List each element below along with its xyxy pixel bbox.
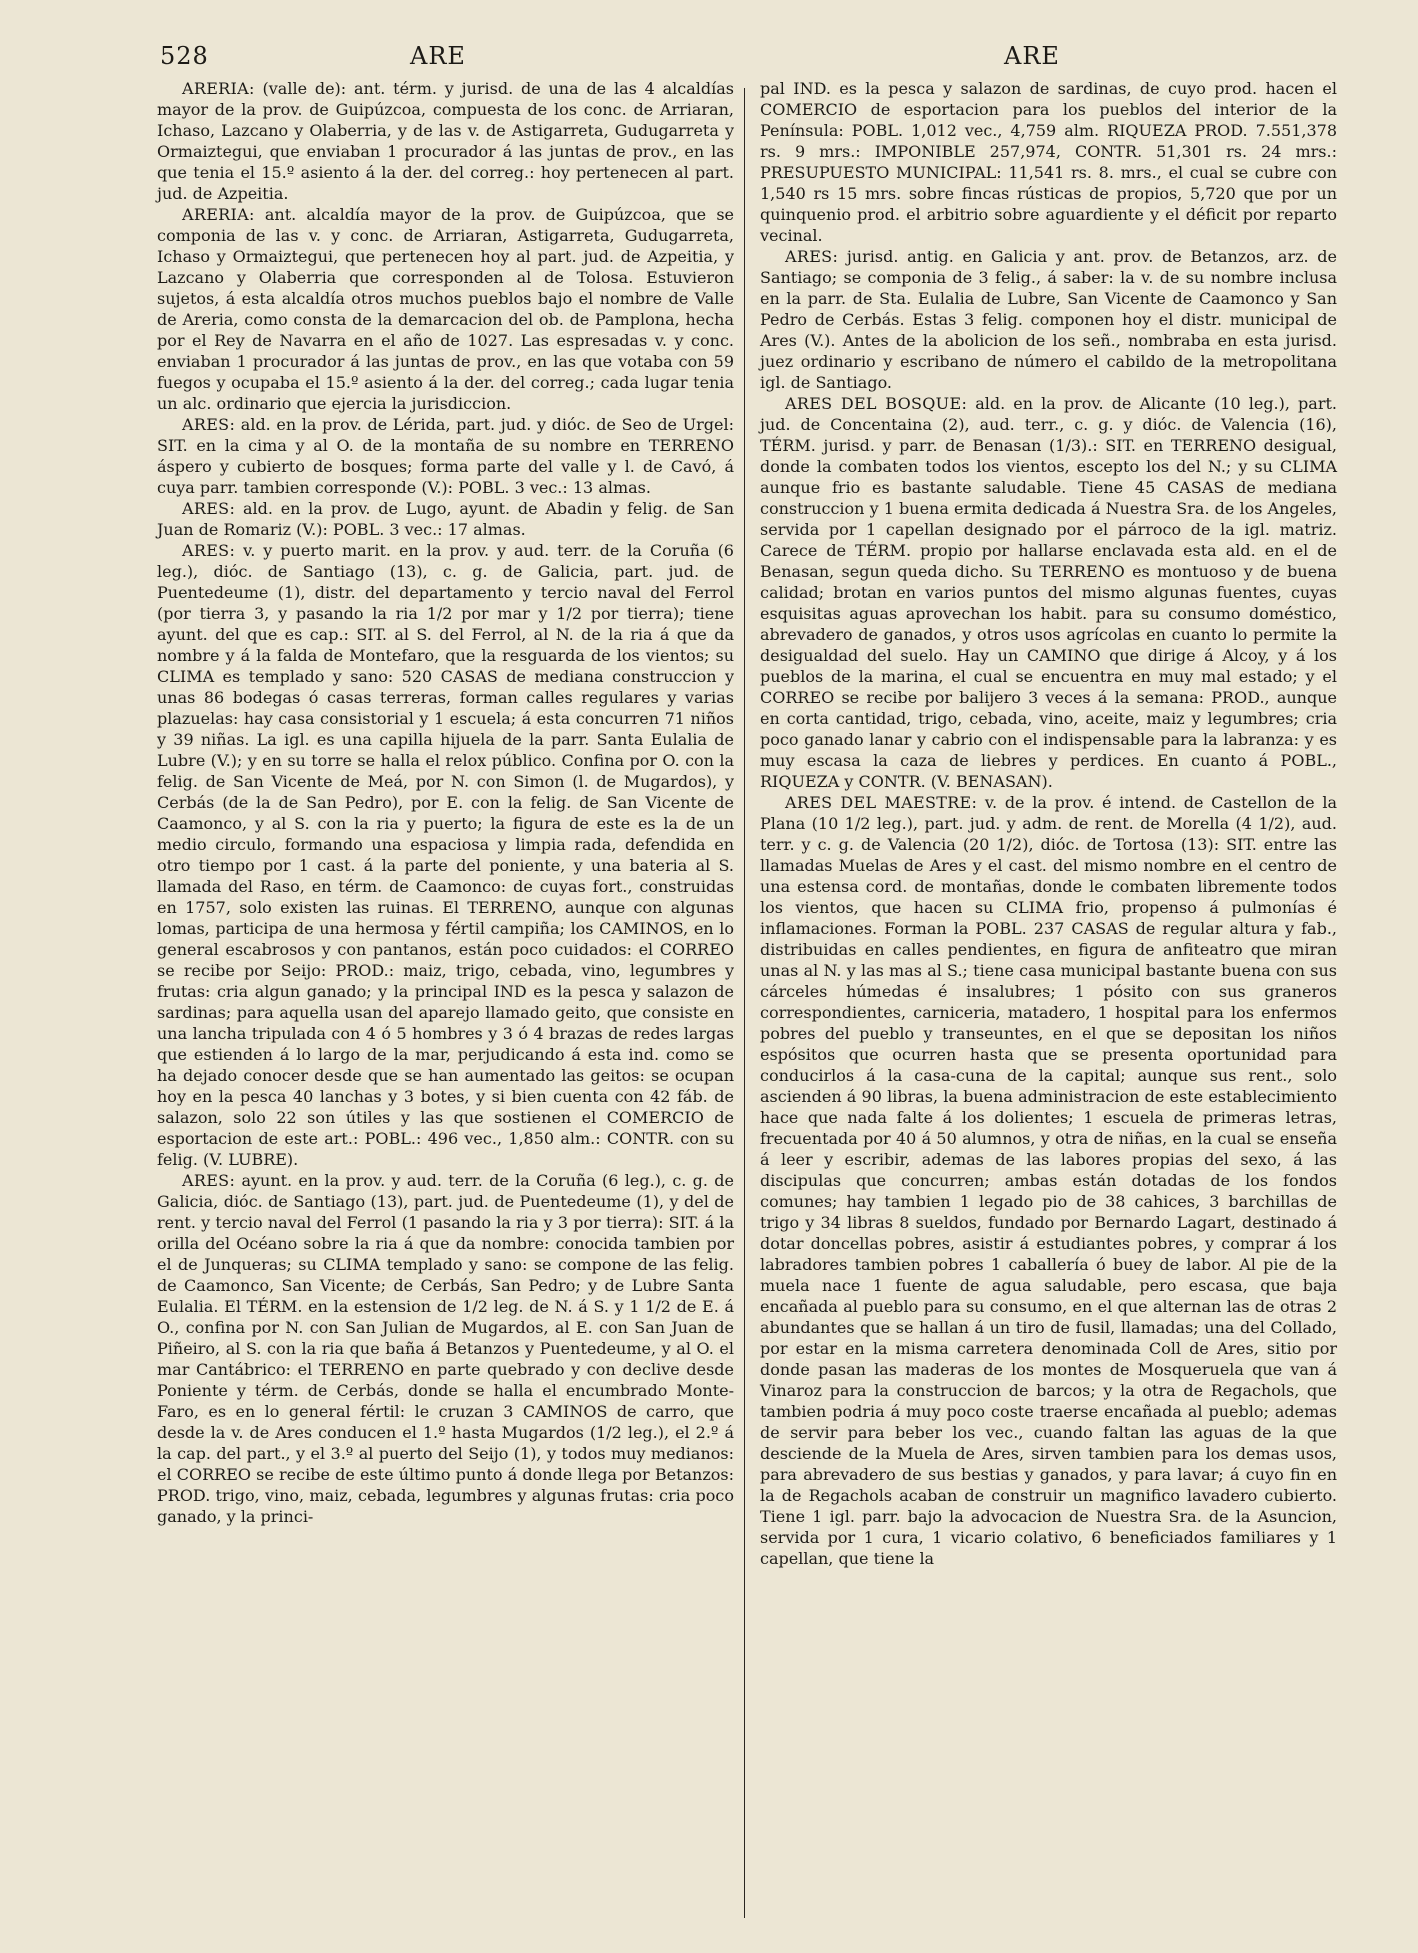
entry-headword: ARES DEL BOSQUE: — [785, 394, 968, 413]
entry-text: pal IND. es la pesca y salazon de sardinas, de cuyo prod. hacen el COMERCIO de esportacion para los pueblos del interior de la Península: POBL. 1,012 vec., 4,759 alm. RIQUEZA PROD. 7.551,378 rs. 9 mrs.: IMPONIBLE 257,974, CONTR. 51,301 rs. 24 mrs.: PRESUPUESTO MUNICIPAL: 11,541 rs. 8. mrs., el cual se cubre con 1,540 rs 15 mrs. sobre fincas rústicas de propios, 5,720 que por un quinquenio prod. el arbitrio sobre aguardiente y el déficit por reparto vecinal. — [760, 79, 1337, 245]
entry-text: ant. alcaldía mayor de la prov. de Guipúzcoa, que se componia de las v. y conc. de Arriaran, Astigarreta, Gudugarreta, Ichaso y Ormaiztegui, que pertenecen hoy al part. jud. de Azpeitia, y Lazcano y Olaberria que corresponden al de Tolosa. Estuvieron sujetos, á esta alcaldía otros muchos pueblos bajo el nombre de Valle de Areria, como consta de la demarcacion del ob. de Pamplona, hecha por el Rey de Navarra en el año de 1027. Las espresadas v. y conc. enviaban 1 procurador á las juntas de prov., en las que votaba con 59 fuegos y ocupaba el 15.º asiento á la der. del correg.; cada lugar tenia un alc. ordinario que ejercia la jurisdiccion. — [157, 205, 734, 413]
entry-areria-alcaldia — [157, 204, 734, 414]
entry-headword: ARES: — [182, 415, 236, 434]
page-number: 528 — [160, 42, 209, 70]
entry-text: ald. en la prov. de Lérida, part. jud. y dióc. de Seo de Urgel: SIT. en la cima y al O. de la montaña de su nombre en TERRENO áspero y cubierto de bosques; forma parte del valle y l. de Cavó, á cuya parr. tambien corresponde (V.): POBL. 3 vec.: 13 almas. — [157, 415, 735, 497]
entry-text: jurisd. antig. en Galicia y ant. prov. de Betanzos, arz. de Santiago; se componia de 3 felig., á saber: la v. de su nombre inclusa en la parr. de Sta. Eulalia de Lubre, San Vicente de Caamonco y San Pedro de Cerbás. Estas 3 felig. componen hoy el distr. municipal de Ares (V.). Antes de la abolicion de los señ., nombraba en esta jurisd. juez ordinario y escribano de número el cabildo de la metropolitana igl. de Santiago. — [760, 247, 1337, 392]
entry-headword: ARES: — [182, 1171, 236, 1190]
entry-ares-villa — [157, 540, 734, 1170]
entry-ares-del-bosque — [760, 393, 1337, 792]
right-column — [760, 78, 1337, 1569]
entry-headword: ARES DEL MAESTRE: — [785, 793, 978, 812]
entry-ares-jurisdiccion — [760, 246, 1337, 393]
entry-areria-valle — [157, 78, 734, 204]
right-running-head: ARE — [1004, 42, 1060, 70]
entry-ares-lugo — [157, 498, 734, 540]
entry-ares-ayuntamiento — [157, 1170, 734, 1527]
entry-text: (valle de): ant. térm. y jurisd. de una de las 4 alcaldías mayor de la prov. de Guipúzcoa, compuesta de los conc. de Arriaran, Ichaso, Lazcano y Olaberria, y de las v. de Astigarreta, Gudugarreta y Ormaiztegui, que enviaban 1 procurador á las juntas de prov., en las que tenia el 15.º asiento á la der. del correg.: hoy pertenecen al part. jud. de Azpeitia. — [157, 79, 734, 203]
entry-headword: ARERIA: — [182, 79, 255, 98]
entry-headword: ARES: — [785, 247, 839, 266]
entry-headword: ARES: — [182, 499, 236, 518]
entry-headword: ARERIA: — [182, 205, 255, 224]
entry-text: ald. en la prov. de Lugo, ayunt. de Abadin y felig. de San Juan de Romariz (V.): POBL. 3 vec.: 17 almas. — [157, 499, 735, 539]
entry-text: v. y puerto marit. en la prov. y aud. terr. de la Coruña (6 leg.), dióc. de Santiago (13), c. g. de Galicia, part. jud. de Puentedeume (1), distr. del departamento y tercio naval del Ferrol (por tierra 3, y pasando la ria 1/2 por mar y 1/2 por tierra); tiene ayunt. del que es cap.: SIT. al S. del Ferrol, al N. de la ria á que da nombre y á la falda de Montefaro, que la resguarda de los vientos; su CLIMA es templado y sano: 520 CASAS de mediana construccion y unas 86 bodegas ó casas terreras, forman calles regulares y varias plazuelas: hay casa consistorial y 1 escuela; á esta concurren 71 niños y 39 niñas. La igl. es una capilla hijuela de la parr. Santa Eulalia de Lubre (V.); y en su torre se halla el relox público. Confina por O. con la felig. de San Vicente de Meá, por N. con Simon (l. de Mugardos), y Cerbás (de la de San Pedro), por E. con la felig. de San Vicente de Caamonco, y al S. con la ria y puerto; la figura de este es la de un medio circulo, formando una espaciosa y limpia rada, defendida en otro tiempo por 1 cast. á la parte del poniente, y una bateria al S. llamada del Raso, en térm. de Caamonco: de cuyas fort., construidas en 1757, solo existen las ruinas. El TERRENO, aunque con algunas lomas, participa de una hermosa y fértil campiña; los CAMINOS, en lo general escabrosos y con pantanos, están poco cuidados: el CORREO se recibe por Seijo: PROD.: maiz, trigo, cebada, vino, legumbres y frutas: cria algun ganado; y la principal IND es la pesca y salazon de sardinas; para aquella usan del aparejo llamado geito, que consiste en una lancha tripulada con 4 ó 5 hombres y 3 ó 4 brazas de redes largas que estienden á lo largo de la mar, perjudicando á esta ind. como se ha dejado conocer desde que se han aumentado las geitos: se ocupan hoy en la pesca 40 lanchas y 3 botes, y si bien cuenta con 42 fáb. de salazon, solo 22 son útiles y las que sostienen el COMERCIO de esportacion de este art.: POBL.: 496 vec., 1,850 alm.: CONTR. con su felig. (V. LUBRE). — [157, 541, 734, 1169]
left-running-head: ARE — [410, 42, 466, 70]
entry-text: ald. en la prov. de Alicante (10 leg.), part. jud. de Concentaina (2), aud. terr., c. g. y dióc. de Valencia (16), TÉRM. jurisd. y parr. de Benasan (1/3).: SIT. en TERRENO desigual, donde la combaten todos los vientos, escepto los del N.; y su CLIMA aunque frio es bastante saludable. Tiene 45 CASAS de mediana construccion y 1 buena ermita dedicada á Nuestra Sra. de los Angeles, servida por 1 capellan designado por el párroco de la igl. matriz. Carece de TÉRM. propio por hallarse enclavada esta ald. en el de Benasan, segun queda dicho. Su TERRENO es montuoso y de buena calidad; brotan en varios puntos del mismo algunas fuentes, cuyas esquisitas aguas aprovechan los habit. para su consumo doméstico, abrevadero de ganados, y otros usos agrícolas en cuanto lo permite la desigualdad del suelo. Hay un CAMINO que dirige á Alcoy, y á los pueblos de la marina, el cual se encuentra en muy mal estado; y el CORREO se recibe por balijero 3 veces á la semana: PROD., aunque en corta cantidad, trigo, cebada, vino, aceite, maiz y legumbres; cria poco ganado lanar y cabrio con el indispensable para la labranza: y es muy escasa la caza de liebres y perdices. En cuanto á POBL., RIQUEZA y CONTR. (V. BENASAN). — [760, 394, 1337, 791]
left-column — [157, 78, 734, 1527]
entry-text: v. de la prov. é intend. de Castellon de la Plana (10 1/2 leg.), part. jud. y adm. de rent. de Morella (4 1/2), aud. terr. y c. g. de Valencia (20 1/2), dióc. de Tortosa (13): SIT. entre las llamadas Muelas de Ares y el cast. del mismo nombre en el centro de una estensa cord. de montañas, donde le combaten libremente todos los vientos, que hacen su CLIMA frio, propenso á pulmonías é inflamaciones. Forman la POBL. 237 CASAS de regular altura y fab., distribuidas en calles pendientes, en figura de anfiteatro que miran unas al N. y las mas al S.; tiene casa municipal bastante buena con sus cárceles húmedas é insalubres; 1 pósito con sus graneros correspondientes, carniceria, matadero, 1 hospital para los enfermos pobres del pueblo y transeuntes, en el que se depositan los niños espósitos que ocurren hasta que se presenta oportunidad para conducirlos á la casa-cuna de la capital; aunque sus rent., solo ascienden á 90 libras, la buena administracion de este establecimiento hace que nada falte á los dolientes; 1 escuela de primeras letras, frecuentada por 40 á 50 alumnos, y otra de niñas, en la cual se enseña á leer y escribir, ademas de las labores propias del sexo, á las discipulas que concurren; ambas están dotadas de los fondos comunes; hay tambien 1 legado pio de 38 cahices, 3 barchillas de trigo y 34 libras 8 sueldos, fundado por Bernardo Lagart, destinado á dotar doncellas pobres, asistir á estudiantes pobres, y comprar á los labradores tambien pobres 1 caballería ó buey de labor. Al pie de la muela nace 1 fuente de agua saludable, pero escasa, que baja encañada al pueblo para su consumo, en el que alternan las de otras 2 abundantes que se hallan á un tiro de fusil, llamadas; una del Collado, por estar en la misma carretera denominada Coll de Ares, sitio por donde pasan las maderas de los montes de Mosqueruela que van á Vinaroz para la construccion de barcos; y la otra de Regachols, que tambien podria á muy poco coste traerse encañada al pueblo; ademas de servir para beber los vec., cuando faltan las aguas de la que desciende de la Muela de Ares, sirven tambien para los demas usos, para abrevadero de sus bestias y ganados, y para lavar; á cuyo fin en la de Regachols acaban de construir un magnifico lavadero cubierto. Tiene 1 igl. parr. bajo la advocacion de Nuestra Sra. de la Asuncion, servida por 1 cura, 1 vicario colativo, 6 beneficiados familiares y 1 capellan, que tiene la — [760, 793, 1337, 1568]
column-divider — [744, 88, 745, 1918]
entry-headword: ARES: — [182, 541, 236, 560]
entry-ares-ayuntamiento-continued — [760, 78, 1337, 246]
entry-ares-del-maestre — [760, 792, 1337, 1569]
entry-ares-lerida — [157, 414, 734, 498]
entry-text: ayunt. en la prov. y aud. terr. de la Coruña (6 leg.), c. g. de Galicia, dióc. de Santiago (13), part. jud. de Puentedeume (1), y del de rent. y tercio naval del Ferrol (1 pasando la ria y 3 por tierra): SIT. á la orilla del Océano sobre la ria á que da nombre: conocida tambien por el de Junqueras; su CLIMA templado y sano: se compone de las felig. de Caamonco, San Vicente; de Cerbás, San Pedro; y de Lubre Santa Eulalia. El TÉRM. en la estension de 1/2 leg. de N. á S. y 1 1/2 de E. á O., confina por N. con San Julian de Mugardos, al E. con San Juan de Piñeiro, al S. con la ria que baña á Betanzos y Puentedeume, y al O. el mar Cantábrico: el TERRENO en parte quebrado y con declive desde Poniente y térm. de Cerbás, donde se halla el encumbrado Monte-Faro, es en lo general fértil: le cruzan 3 CAMINOS de carro, que desde la v. de Ares conducen el 1.º hasta Mugardos (1/2 leg.), el 2.º á la cap. del part., y el 3.º al puerto del Seijo (1), y todos muy medianos: el CORREO se recibe de este último punto á donde llega por Betanzos: PROD. trigo, vino, maiz, cebada, legumbres y algunas frutas: cria poco ganado, y la princi- — [157, 1171, 734, 1526]
